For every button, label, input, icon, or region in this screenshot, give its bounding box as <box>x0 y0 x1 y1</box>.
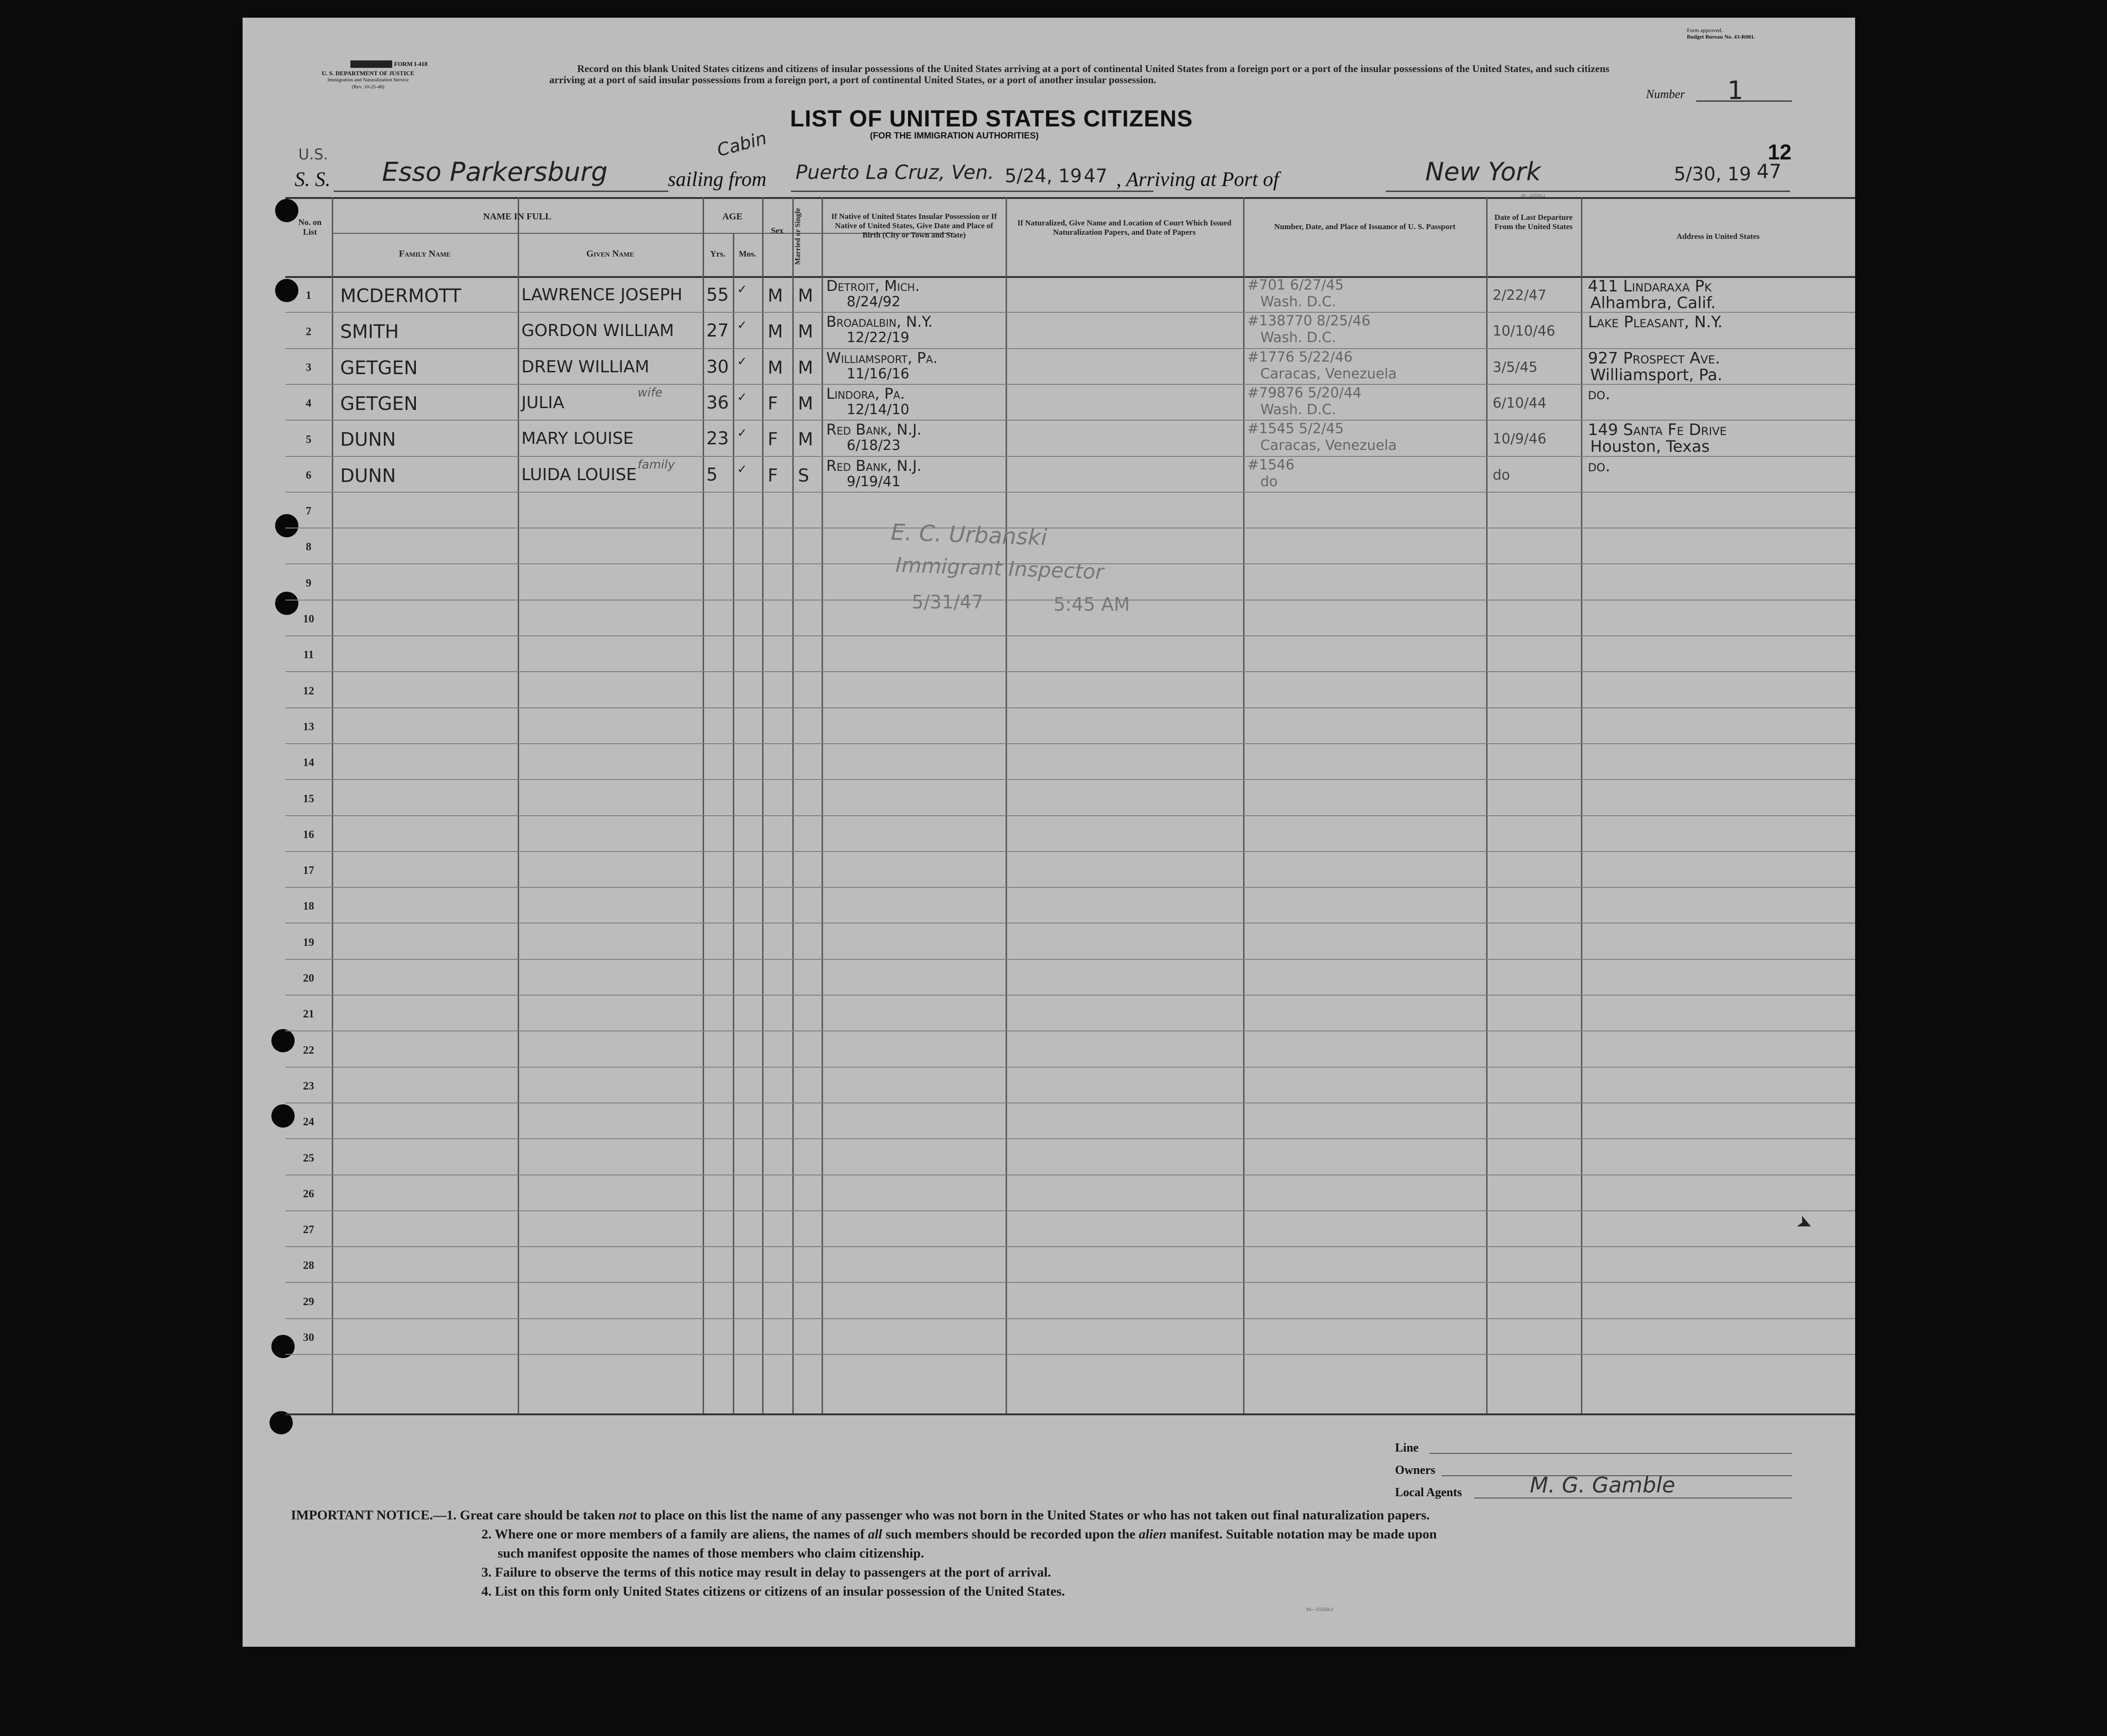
row-line <box>285 1246 1855 1247</box>
row-line <box>285 743 1855 744</box>
row-number: 13 <box>303 720 314 733</box>
row-number: 1 <box>306 290 311 302</box>
row-line <box>285 1282 1855 1283</box>
row-line <box>285 1354 1855 1355</box>
number-underline <box>1696 100 1792 102</box>
sailing-from: Puerto La Cruz, Ven. <box>796 161 994 184</box>
last-departure-date: 10/9/46 <box>1493 431 1547 448</box>
notice-3: 3. Failure to observe the terms of this notice may result in delay to passengers at the port of arrival. <box>481 1565 1051 1580</box>
sex: F <box>768 429 778 450</box>
age-years: 30 <box>706 356 729 377</box>
passport-number: #1545 5/2/45 <box>1247 421 1344 437</box>
given-name: JULIA <box>521 393 565 412</box>
row-number: 28 <box>303 1260 314 1272</box>
row-number: 6 <box>306 469 311 482</box>
family-name: DUNN <box>340 465 396 487</box>
sex: M <box>768 357 783 378</box>
col-divider <box>703 197 704 1413</box>
notice-1-emphasis: not <box>618 1508 637 1523</box>
col-header-married: Married or Single <box>794 208 802 265</box>
given-name-note: wife <box>638 385 663 400</box>
sex: F <box>768 465 778 486</box>
address-line-1: Lake Pleasant, N.Y. <box>1588 313 1723 332</box>
owners-label: Owners <box>1395 1463 1435 1477</box>
row-line <box>285 1318 1855 1319</box>
form-intro: Record on this blank United States citizens and citizens of insular possessions of the United States arriving at a port of continental United States from a foreign port or a port of the insular possessions of the United States, and such citizens arriving at a port of said insular possessions from a foreign port, a port of continental United States, or a port of another insular possession. <box>549 63 1610 86</box>
age-check-mark: ✓ <box>737 318 747 333</box>
passport-number: #1546 <box>1247 456 1295 473</box>
sex: M <box>768 321 783 342</box>
row-number: 25 <box>303 1152 314 1164</box>
sailing-label: sailing from <box>668 168 767 191</box>
col-header-last-departure: Date of Last Departure From the United States <box>1494 213 1573 231</box>
birth-date: 9/19/41 <box>847 473 901 490</box>
row-number: 8 <box>306 541 311 554</box>
passport-place: do <box>1260 473 1278 490</box>
age-years: 55 <box>706 284 729 305</box>
row-number: 24 <box>303 1116 314 1129</box>
age-years: 23 <box>706 428 729 449</box>
address-line-2: Houston, Texas <box>1590 437 1710 456</box>
line-label: Line <box>1395 1441 1419 1454</box>
birth-place: Detroit, Mich. <box>826 277 920 295</box>
address-line-1: 411 Lindaraxa Pk <box>1588 277 1712 296</box>
last-departure-date: 10/10/46 <box>1493 323 1555 340</box>
col-divider <box>1581 197 1582 1413</box>
inspection-date: 5/31/47 <box>912 592 984 613</box>
row-line <box>285 1210 1855 1211</box>
family-name: MCDERMOTT <box>340 285 461 307</box>
row-line <box>285 923 1855 924</box>
col-header-name-in-full: NAME IN FULL <box>483 211 552 222</box>
col-header-naturalized: If Naturalized, Give Name and Location of Court Which Issued Naturalization Papers, and Date of Papers <box>1017 218 1231 237</box>
birth-place: Williamsport, Pa. <box>826 349 938 367</box>
cabin-note: Cabin <box>715 127 769 161</box>
marital-status: M <box>798 357 813 378</box>
row-line <box>285 1102 1855 1103</box>
page-subtitle: (FOR THE IMMIGRATION AUTHORITIES) <box>870 131 1039 141</box>
birth-place: Red Bank, N.J. <box>826 421 922 439</box>
marital-status: M <box>798 321 813 342</box>
sex: F <box>768 393 778 414</box>
given-name: MARY LOUISE <box>521 429 634 449</box>
birth-date: 12/14/10 <box>847 401 909 418</box>
sailing-from-underline <box>791 191 1153 192</box>
last-departure-date: 3/5/45 <box>1493 359 1538 376</box>
address-line-1: do. <box>1588 384 1611 403</box>
sailing-year: 47 <box>1084 165 1107 187</box>
row-line <box>285 995 1855 996</box>
marital-status: M <box>798 429 813 450</box>
line-underline <box>1429 1453 1792 1454</box>
birth-date: 11/16/16 <box>847 365 909 382</box>
row-line <box>285 1030 1855 1031</box>
age-check-mark: ✓ <box>737 390 747 404</box>
address-line-1: 927 Prospect Ave. <box>1588 349 1720 368</box>
col-divider <box>1486 197 1488 1413</box>
revision-date: (Rev. 10-25-46) <box>351 84 385 90</box>
birth-date: 12/22/19 <box>847 330 909 346</box>
passport-place: Wash. D.C. <box>1260 294 1336 310</box>
row-number: 9 <box>306 577 311 589</box>
row-number: 2 <box>306 325 311 338</box>
arrival-date: 5/30, 19 <box>1674 164 1751 185</box>
col-header-family: Family Name <box>399 249 451 259</box>
family-name: DUNN <box>340 429 396 451</box>
address-line-1: do. <box>1588 456 1611 475</box>
page-number: 12 <box>1768 140 1792 164</box>
address-line-2: Alhambra, Calif. <box>1590 294 1716 312</box>
given-name-note: family <box>638 457 675 472</box>
passport-number: #1776 5/22/46 <box>1247 349 1353 365</box>
row-line <box>285 492 1855 493</box>
col-divider <box>1006 197 1007 1413</box>
sex: M <box>768 285 783 306</box>
given-name: LUIDA LOUISE <box>521 465 637 484</box>
row-line <box>285 1138 1855 1139</box>
row-line <box>285 671 1855 672</box>
row-number: 26 <box>303 1188 314 1200</box>
row-number: 14 <box>303 757 314 769</box>
col-header-yrs: Yrs. <box>710 249 725 258</box>
local-agents-label: Local Agents <box>1395 1485 1462 1499</box>
row-number: 30 <box>303 1332 314 1344</box>
given-name: GORDON WILLIAM <box>521 321 674 341</box>
row-number: 15 <box>303 792 314 805</box>
row-number: 12 <box>303 685 314 697</box>
table-bottom-border <box>285 1413 1855 1415</box>
page-title: LIST OF UNITED STATES CITIZENS <box>790 106 1193 132</box>
col-divider <box>792 197 794 1413</box>
last-departure-date: do <box>1493 467 1510 483</box>
row-number: 29 <box>303 1295 314 1308</box>
inspector-title: Immigrant Inspector <box>895 553 1105 584</box>
age-check-mark: ✓ <box>737 354 747 369</box>
row-line <box>285 707 1855 708</box>
row-number: 23 <box>303 1080 314 1092</box>
birth-place: Red Bank, N.J. <box>826 456 922 475</box>
redaction-bar <box>350 60 392 68</box>
col-header-mos: Mos. <box>738 249 757 258</box>
col-header-no: No. on List <box>298 218 322 237</box>
row-number: 5 <box>306 433 311 446</box>
marital-status: S <box>798 465 810 486</box>
given-name: DREW WILLIAM <box>521 357 650 376</box>
row-number: 27 <box>303 1224 314 1236</box>
age-years: 27 <box>706 320 729 341</box>
margin-arrow-icon: ➤ <box>1793 1210 1817 1236</box>
row-number: 20 <box>303 972 314 984</box>
table-top-border <box>285 197 1855 199</box>
row-line <box>285 959 1855 960</box>
notice-2-middle: such members should be recorded upon the <box>882 1527 1139 1542</box>
punch-hole <box>275 592 298 615</box>
important-notice <box>291 1506 1815 1601</box>
row-number: 19 <box>303 936 314 949</box>
service-name: Immigration and Naturalization Service <box>327 77 409 83</box>
arrival-year: 47 <box>1757 160 1782 183</box>
vessel-name: Esso Parkersburg <box>382 157 608 187</box>
age-years: 36 <box>706 392 729 413</box>
last-departure-date: 2/22/47 <box>1493 287 1547 304</box>
col-header-address: Address in United States <box>1676 232 1760 241</box>
age-check-mark: ✓ <box>737 462 747 476</box>
ss-prefix: U.S. <box>298 145 329 163</box>
birth-place: Broadalbin, N.Y. <box>826 313 933 331</box>
row-line <box>285 1067 1855 1068</box>
passport-place: Wash. D.C. <box>1260 401 1336 418</box>
budget-number: Budget Bureau No. 43-R081. <box>1687 33 1755 40</box>
row-number: 4 <box>306 397 311 410</box>
passport-number: #138770 8/25/46 <box>1247 313 1370 330</box>
row-line <box>285 851 1855 852</box>
arriving-label: , Arriving at Port of <box>1116 168 1279 191</box>
given-name: LAWRENCE JOSEPH <box>521 285 683 304</box>
notice-2: 2. Where one or more members of a family are aliens, the names of <box>481 1527 868 1542</box>
col-divider <box>762 197 764 1413</box>
age-check-mark: ✓ <box>737 426 747 441</box>
row-number: 18 <box>303 900 314 913</box>
row-number: 16 <box>303 828 314 841</box>
notice-1-rest: to place on this list the name of any passenger who was not born in the United States or who has not taken out final naturalization papers. <box>636 1508 1430 1523</box>
col-header-passport: Number, Date, and Place of Issuance of U. S. Passport <box>1274 222 1455 231</box>
row-number: 22 <box>303 1044 314 1056</box>
birth-date: 6/18/23 <box>847 437 901 454</box>
birth-place: Lindora, Pa. <box>826 384 905 403</box>
print-code: 16—15550-2 <box>1521 193 1546 198</box>
agents-signature: M. G. Gamble <box>1530 1472 1675 1498</box>
row-line <box>285 887 1855 888</box>
col-divider <box>518 197 519 1413</box>
passport-place: Wash. D.C. <box>1260 330 1336 346</box>
passport-place: Caracas, Venezuela <box>1260 365 1397 382</box>
agency-name: U. S. DEPARTMENT OF JUSTICE <box>322 70 415 77</box>
row-number: 17 <box>303 865 314 877</box>
notice-4: 4. List on this form only United States citizens or citizens of an insular possession of the United States. <box>481 1584 1065 1599</box>
col-divider <box>733 233 734 1413</box>
sailing-date: 5/24, 19 <box>1005 165 1082 187</box>
age-check-mark: ✓ <box>737 283 747 297</box>
arrival-underline <box>1386 191 1790 192</box>
col-divider <box>332 197 333 1413</box>
col-divider <box>1243 197 1244 1413</box>
passport-number: #701 6/27/45 <box>1247 277 1344 293</box>
row-number: 11 <box>303 649 314 661</box>
passport-place: Caracas, Venezuela <box>1260 437 1397 454</box>
birth-date: 8/24/92 <box>847 294 901 310</box>
family-name: GETGEN <box>340 357 418 379</box>
notice-2-end: manifest. Suitable notation may be made upon <box>1166 1527 1437 1542</box>
col-header-sex: Sex <box>771 226 784 235</box>
form-number: FORM I-418 <box>394 60 428 67</box>
notice-title: IMPORTANT NOTICE.— <box>291 1508 447 1523</box>
row-line <box>285 815 1855 816</box>
last-departure-date: 6/10/44 <box>1493 395 1547 411</box>
col-header-age: AGE <box>722 211 743 222</box>
inspection-time: 5:45 AM <box>1054 594 1130 615</box>
address-line-2: Williamsport, Pa. <box>1590 365 1723 384</box>
form-approval: Form approved. <box>1687 27 1723 33</box>
col-header-native-birth: If Native of United States Insular Possession or If Native of United States, Give Date and Place of Birth (City or Town and State) <box>831 212 997 239</box>
row-line <box>285 779 1855 780</box>
col-header-given: Given Name <box>586 249 634 259</box>
marital-status: M <box>798 285 813 306</box>
age-years: 5 <box>706 464 718 485</box>
passport-number: #79876 5/20/44 <box>1247 384 1362 401</box>
col-divider <box>822 197 823 1413</box>
row-number: 7 <box>306 505 311 518</box>
manifest-sheet <box>243 18 1855 1647</box>
arrival-port: New York <box>1425 157 1541 186</box>
bottom-print-code: 16—15550-2 <box>1306 1607 1333 1612</box>
row-number: 21 <box>303 1008 314 1021</box>
row-number: 3 <box>306 361 311 374</box>
vessel-underline <box>334 191 668 192</box>
row-number: 10 <box>303 613 314 625</box>
number-label: Number <box>1646 87 1685 101</box>
notice-2-emphasis-alien: alien <box>1139 1527 1167 1542</box>
notice-2-continued: such manifest opposite the names of those members who claim citizenship. <box>498 1546 924 1561</box>
ss-label: S. S. <box>295 168 330 191</box>
marital-status: M <box>798 393 813 414</box>
number-value: 1 <box>1727 76 1744 105</box>
inspector-name: E. C. Urbanski <box>890 519 1048 551</box>
row-line <box>285 635 1855 636</box>
notice-1: 1. Great care should be taken <box>446 1508 619 1523</box>
family-name: SMITH <box>340 321 399 343</box>
notice-2-emphasis: all <box>868 1527 882 1542</box>
family-name: GETGEN <box>340 393 418 415</box>
address-line-1: 149 Santa Fe Drive <box>1588 421 1727 440</box>
